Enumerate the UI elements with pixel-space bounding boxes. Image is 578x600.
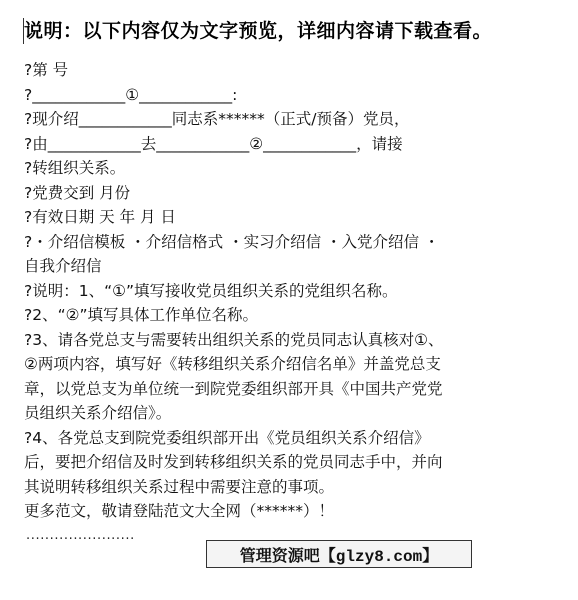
doc-line-more-samples: 更多范文，敬请登陆范文大全网（******）！ [24,502,335,520]
doc-line-note-3: ?3、请各党总支与需要转出组织关系的党员同志认真核对①、 [24,330,444,349]
brand-watermark-text: 管理资源吧【glzy8.com】 [239,547,439,566]
doc-line-validity: ?有效日期 天 年 月 日 [24,208,176,226]
doc-line-number: ?第 号 [24,61,69,79]
doc-line-note-4-cont-b: 其说明转移组织关系过程中需要注意的事项。 [24,477,335,496]
brand-watermark-box [206,540,472,568]
doc-line-related-links-cont: 自我介绍信 [24,257,102,275]
doc-line-note-2: ?2、“②”填写具体工作单位名称。 [24,306,259,324]
doc-line-recipient: ?____________①____________: [24,85,238,104]
dotted-separator: ······················· [26,532,135,547]
document-body [24,58,564,524]
doc-line-note-3-cont-a: ②两项内容，填写好《转移组织关系介绍信名单》并盖党总支 [24,355,441,373]
doc-line-note-4-cont-a: 后，要把介绍信及时发到转移组织关系的党员同志手中，并向 [24,453,443,471]
preview-notice: 说明：以下内容仅为文字预览，详细内容请下载查看。 [24,20,493,42]
doc-line-transfer: ?转组织关系。 [24,159,126,177]
doc-line-note-3-cont-c: 员组织关系介绍信》。 [24,404,172,422]
doc-line-related-links: ?・介绍信模板 ・介绍信格式 ・实习介绍信 ・入党介绍信 ・ [24,232,440,251]
doc-line-note-1: ?说明：1、“①”填写接收党员组织关系的党组织名称。 [24,281,398,300]
doc-line-introduce: ?现介绍____________同志系******（正式/预备）党员， [24,110,410,128]
doc-line-note-3-cont-b: 章，以党总支为单位统一到院党委组织部开具《中国共产党党 [24,379,443,398]
doc-line-from-to: ?由____________去____________②____________，请接 [24,134,403,153]
doc-line-note-4: ?4、各党总支到院党委组织部开出《党员组织关系介绍信》 [24,428,430,447]
doc-line-dues: ?党费交到 月份 [24,183,131,202]
